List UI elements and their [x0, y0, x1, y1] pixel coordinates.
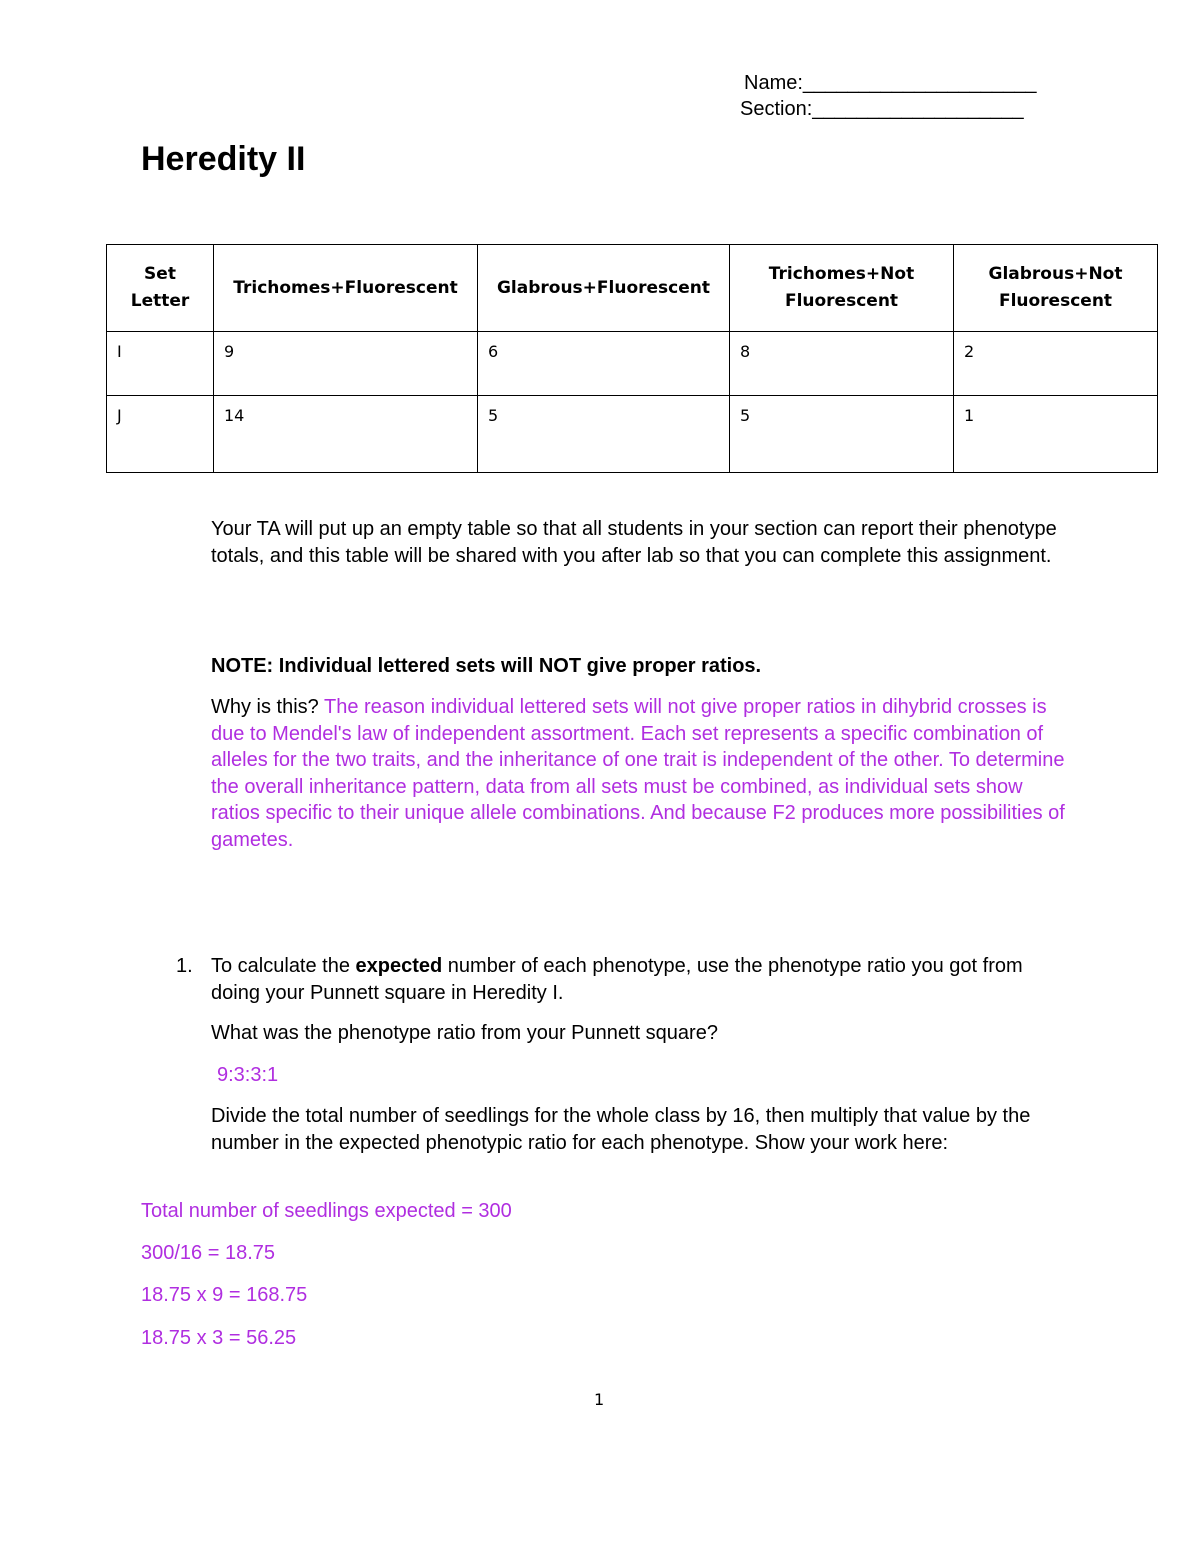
- header-trichomes-not-fluorescent: Trichomes+Not Fluorescent: [730, 245, 954, 332]
- q1-text-after: number of each phenotype, use the phenotype ratio you got from doing your Punnett square in Heredity I.: [211, 955, 1023, 1004]
- table-row: [107, 396, 1158, 473]
- instructions-paragraph: Divide the total number of seedlings for the whole class by 16, then multiply that value by the number in the expected phenotypic ratio for each phenotype. Show your work here:: [211, 1105, 1031, 1154]
- table-cell: 9: [214, 332, 478, 396]
- table-cell: 6: [478, 332, 730, 396]
- header-trichomes-fluorescent: Trichomes+Fluorescent: [214, 245, 478, 332]
- q1-text-before: To calculate the: [211, 955, 356, 977]
- table-cell: 1: [954, 396, 1158, 473]
- work-line: 18.75 x 9 = 168.75: [141, 1284, 308, 1306]
- work-line: 18.75 x 3 = 56.25: [141, 1327, 297, 1349]
- table-cell: 5: [730, 396, 954, 473]
- table-cell: 14: [214, 396, 478, 473]
- sub-question: What was the phenotype ratio from your Punnett square?: [211, 1022, 718, 1044]
- page-number: 1: [594, 1390, 605, 1409]
- table-cell: J: [107, 396, 214, 473]
- question-1-text: [211, 953, 1071, 1006]
- table-cell: 5: [478, 396, 730, 473]
- table-row: [107, 332, 1158, 396]
- header-set-letter: Set Letter: [107, 245, 214, 332]
- why-question: Why is this?: [211, 696, 324, 718]
- name-section-block: [740, 70, 1037, 122]
- intro-paragraph: Your TA will put up an empty table so that all students in your section can report their phenotype totals, and this table will be shared with you after lab so that you can complete this assignment.: [211, 518, 1057, 567]
- table-cell: 8: [730, 332, 954, 396]
- phenotype-table: [106, 244, 1158, 473]
- table-cell: 2: [954, 332, 1158, 396]
- table-cell: I: [107, 332, 214, 396]
- ratio-answer: 9:3:3:1: [217, 1064, 279, 1086]
- q1-text-bold: expected: [355, 955, 443, 977]
- work-line: Total number of seedlings expected = 300: [141, 1200, 512, 1222]
- why-answer: The reason individual lettered sets will not give proper ratios in dihybrid crosses is due to Mendel's law of independent assortment. Each set represents a specific combination of alleles for the two traits, and the inheritance of one trait is independent of the other. To determine the overall inheritance pattern, data from all sets must be combined, as individual sets show ratios specific to their unique allele combinations. And because F2 produces more possibilities of gametes.: [211, 696, 1065, 851]
- work-line: 300/16 = 18.75: [141, 1242, 276, 1264]
- question-number: 1.: [176, 955, 193, 977]
- why-paragraph: [211, 694, 1071, 853]
- header-glabrous-fluorescent: Glabrous+Fluorescent: [478, 245, 730, 332]
- header-glabrous-not-fluorescent: Glabrous+Not Fluorescent: [954, 245, 1158, 332]
- note-paragraph: NOTE: Individual lettered sets will NOT give proper ratios.: [211, 655, 762, 677]
- name-field-label: Name:_____________________: [744, 72, 1037, 94]
- page-title: Heredity II: [141, 140, 306, 178]
- table-header-row: [107, 245, 1158, 332]
- section-field-label: Section:___________________: [740, 98, 1024, 120]
